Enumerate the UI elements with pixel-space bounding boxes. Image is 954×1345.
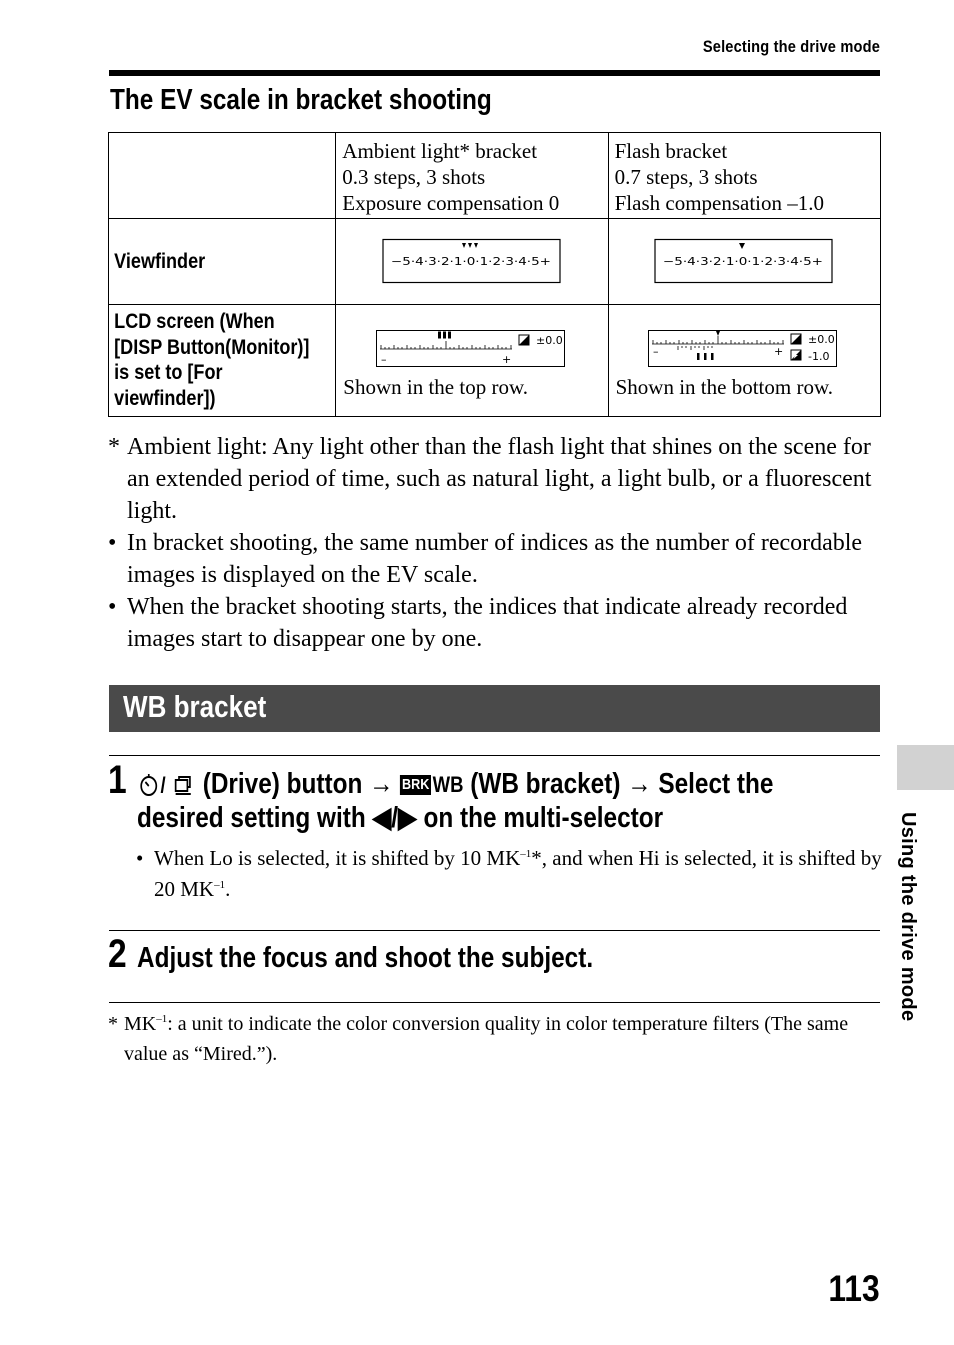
- step-1-number: 1: [108, 758, 127, 802]
- ambient-header-line: 0.3 steps, 3 shots: [342, 165, 486, 189]
- lcd-minus-label: –: [652, 345, 659, 358]
- footnote-mark: *: [108, 1013, 118, 1035]
- footnote-text: : a unit to indicate the color conversion quality in color temperature filters (The same value as “Mired.”).: [124, 1013, 849, 1065]
- bullet-text: shifted by 20 MK: [154, 846, 882, 901]
- flash-header-line: Flash compensation –1.0: [614, 191, 825, 215]
- step-1-rule: [109, 755, 880, 756]
- lcd-ambient-cell: [336, 305, 608, 417]
- lcd-ambient-value: ±0.0: [536, 334, 563, 347]
- ambient-bracket-header: [336, 133, 608, 219]
- ev-notes: [108, 431, 880, 655]
- footnote: [108, 1009, 880, 1069]
- note-text: When the bracket shooting starts, the indices that indicate already recorded images start to disappear one by one.: [127, 594, 848, 652]
- bullet-text: .: [225, 877, 231, 901]
- ev-scale-numbers: −5·4·3·2·1·0·1·2·3·4·5+: [390, 256, 551, 268]
- exposure-compensation-icon: [791, 334, 801, 344]
- drive-button-label: (Drive) button: [202, 768, 363, 800]
- lcd-label-line: is set to [For: [114, 361, 223, 384]
- running-header: Selecting the drive mode: [702, 37, 880, 56]
- icon-separator: /: [160, 772, 166, 798]
- lcd-plus-label: +: [773, 345, 783, 358]
- note-mark: *: [108, 434, 120, 460]
- viewfinder-ev-scale-flash-icon: [654, 238, 834, 284]
- step-2-number: 2: [108, 932, 127, 976]
- lcd-row: [109, 305, 881, 417]
- lcd-flash-bottom-value: -1.0: [807, 350, 830, 363]
- lcd-ev-scale-ambient-icon: [376, 330, 566, 368]
- arrow-icon: →: [627, 768, 652, 800]
- lcd-ambient-caption: Shown in the top row.: [343, 375, 528, 399]
- step-1-instruction-line2: desired setting with ◀/▶ on the multi-selector: [137, 802, 664, 834]
- bullet-mark: •: [108, 594, 117, 620]
- footnote-rule: [109, 1002, 880, 1003]
- ev-scale-numbers: −5·4·3·2·1·0·1·2·3·4·5+: [663, 256, 824, 268]
- viewfinder-flash-cell: [608, 219, 880, 305]
- list-item: [108, 431, 880, 527]
- superscript: –1: [156, 1013, 168, 1025]
- chapter-side-tab: [897, 745, 954, 790]
- page-number: 113: [828, 1268, 880, 1309]
- table-corner-cell: [109, 133, 336, 219]
- lcd-label-line: viewfinder]): [114, 386, 216, 410]
- wb-bracket-label: (WB bracket): [470, 768, 621, 800]
- lcd-flash-cell: [608, 305, 880, 417]
- flash-header-line: 0.7 steps, 3 shots: [614, 165, 758, 189]
- chapter-side-label-text: Using the drive mode: [897, 812, 919, 1022]
- footnote-unit: MK: [124, 1013, 157, 1035]
- viewfinder-row: [109, 219, 881, 305]
- continuous-drive-icon: [172, 771, 196, 799]
- list-item: [108, 591, 880, 655]
- select-label: Select the: [658, 768, 774, 800]
- viewfinder-label: Viewfinder: [114, 249, 206, 273]
- brk-label: BRK: [401, 776, 430, 794]
- list-item: [108, 527, 880, 591]
- lcd-row-head: [109, 305, 336, 417]
- superscript: –1: [214, 879, 226, 891]
- wb-bracket-title: WB bracket: [123, 689, 267, 724]
- note-text: Ambient light: Any light other than the flash light that shines on the scene for an extended period of time, such as natural light, a light bulb, or a fluorescent light.: [127, 434, 872, 524]
- ev-scale-table: [108, 132, 881, 417]
- viewfinder-row-head: [109, 219, 336, 305]
- wb-label: WB: [432, 772, 464, 798]
- step-2-rule: [109, 930, 880, 931]
- lcd-label-line: LCD screen (When: [114, 310, 275, 333]
- step-1-bullet: [136, 843, 896, 905]
- flash-bracket-header: [608, 133, 880, 219]
- table-header-row: [109, 133, 881, 219]
- self-timer-icon: [137, 771, 161, 799]
- step-1-instruction: [137, 767, 773, 802]
- lcd-ev-scale-flash-icon: [648, 330, 838, 368]
- arrow-icon: →: [369, 768, 394, 800]
- top-rule: [109, 70, 880, 76]
- bullet-text: When Lo is selected, it is shifted by 10 MK: [154, 846, 521, 870]
- section-title-ev-scale: The EV scale in bracket shooting: [110, 84, 492, 116]
- lcd-plus-label: +: [502, 353, 512, 366]
- chapter-side-label: [893, 812, 923, 1042]
- bullet-mark: •: [136, 846, 144, 870]
- wb-bracket-section-bar: [109, 685, 880, 732]
- flash-compensation-icon: [791, 350, 801, 360]
- note-text: In bracket shooting, the same number of indices as the number of recordable images is displayed on the EV scale.: [127, 530, 863, 588]
- superscript: –1: [520, 848, 532, 860]
- ambient-header-line: Exposure compensation 0: [342, 191, 560, 215]
- lcd-flash-top-value: ±0.0: [807, 333, 835, 346]
- exposure-compensation-icon: [519, 335, 529, 345]
- bullet-mark: •: [108, 530, 117, 556]
- brk-wb-icon: [400, 768, 463, 800]
- bullet-text: *, and when Hi is selected, it is: [531, 846, 794, 870]
- step-2-instruction: Adjust the focus and shoot the subject.: [137, 942, 594, 974]
- viewfinder-ev-scale-ambient-icon: [382, 238, 562, 284]
- lcd-minus-label: –: [381, 353, 387, 366]
- ambient-header-line: Ambient light* bracket: [342, 139, 538, 163]
- viewfinder-ambient-cell: [336, 219, 608, 305]
- flash-header-line: Flash bracket: [614, 139, 728, 163]
- lcd-label-line: [DISP Button(Monitor)]: [114, 335, 310, 359]
- lcd-flash-caption: Shown in the bottom row.: [615, 375, 834, 399]
